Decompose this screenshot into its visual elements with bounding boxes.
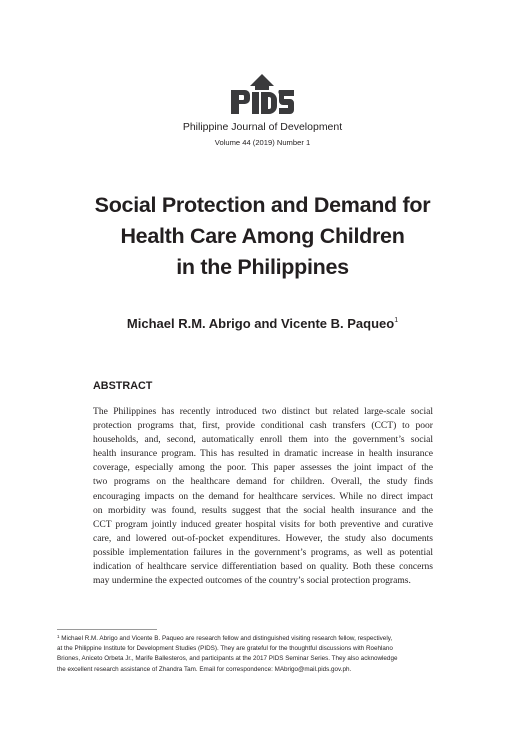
abstract-heading: ABSTRACT xyxy=(93,380,153,392)
abstract-line: indication of healthcare service differentiation based on quality. Both these concerns xyxy=(93,561,433,573)
footnote-line: the excellent research assistance of Zhandra Tam. Email for correspondence: MAbrigo@mail.pids.gov.ph. xyxy=(57,665,352,673)
title-line: Social Protection and Demand for xyxy=(94,193,431,217)
abstract-line: on morbidity was found, results suggest that the social health insurance and the xyxy=(93,504,433,516)
footnote-line: at the Philippine Institute for Development Studies (PIDS). They are grateful for the thoughtful discussions with Roehlano xyxy=(57,645,393,653)
footnote xyxy=(57,632,469,675)
abstract-line: possible implementation failures in the government’s programs, as well as potential xyxy=(93,546,433,558)
volume-issue: Volume 44 (2019) Number 1 xyxy=(214,138,311,147)
abstract-line: The Philippines has recently introduced two distinct but related large-scale social xyxy=(93,406,433,417)
journal-name: Philippine Journal of Development xyxy=(182,121,343,133)
footnote-divider xyxy=(57,629,157,630)
footnote-marker: 1 xyxy=(394,317,399,324)
author-line xyxy=(0,316,525,331)
abstract-line: coverage, especially among the poor. This paper assesses the joint impact of the xyxy=(93,462,433,474)
abstract-line: households, and, second, automatically enroll them into the government’s social xyxy=(93,434,433,446)
footnote-mark: 1 xyxy=(57,634,60,639)
abstract-line: care, and lowered out-of-pocket expenditures. However, the study also documents xyxy=(93,532,433,544)
title-line: Health Care Among Children xyxy=(120,224,405,248)
abstract-line: two programs on the healthcare demand for children. Overall, the study finds xyxy=(93,476,433,488)
abstract-line: encouraging impacts on the demand for healthcare services. While no direct impact xyxy=(93,490,433,502)
abstract-line: may undermine the expected outcomes of the country’s social protection programs. xyxy=(93,575,411,587)
abstract-text xyxy=(93,405,433,588)
author-names: Michael R.M. Abrigo and Vicente B. Paqueo xyxy=(126,316,395,331)
footnote-text: Michael R.M. Abrigo and Vicente B. Paqueo are research fellow and distinguished visiting research fellow, respectively, xyxy=(61,635,393,642)
footnote-line: Briones, Aniceto Orbeta Jr., Marife Ballesteros, and participants at the 2017 PIDS Seminar Series. They also acknowledge xyxy=(57,655,398,663)
abstract-line: CCT program jointly induced greater hospital visits for both preventive and curative xyxy=(93,518,433,530)
pids-logo xyxy=(228,74,296,114)
title-line: in the Philippines xyxy=(176,255,349,279)
abstract-line: protection programs that, first, provide conditional cash transfers (CCT) to poor xyxy=(93,420,433,432)
abstract-line: health insurance program. This has resulted in dramatic increase in health insurance xyxy=(93,448,433,460)
paper-title xyxy=(30,190,495,283)
footnote-line xyxy=(57,632,469,644)
